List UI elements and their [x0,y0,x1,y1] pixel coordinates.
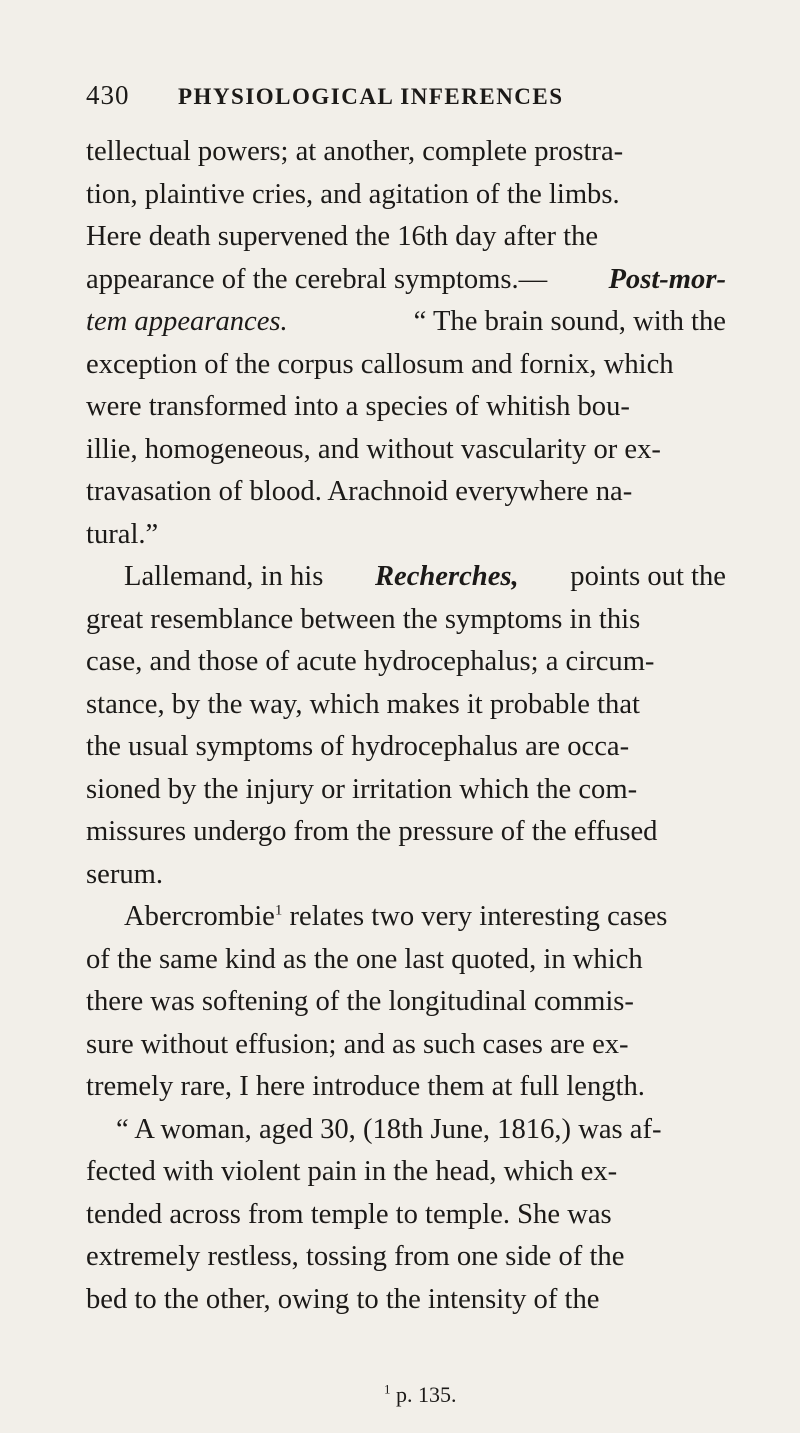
emphasis-text: tem appearances. [86,306,288,337]
text-line: tion, plaintive cries, and agitation of the limbs. [86,178,620,210]
text-line: extremely restless, tossing from one side of the [86,1241,625,1272]
text-line: illie, homogeneous, and without vascularity or ex- [86,433,661,465]
text-line [86,259,726,302]
text-line: tural.” [86,518,159,550]
text-span: appearance of the cerebral symptoms.— [86,263,548,295]
text-span: “ The brain sound, with the [413,306,726,337]
emphasis-text: Post-mor- [608,263,726,295]
page-header [86,80,726,120]
text-line: fected with violent pain in the head, which ex- [86,1156,618,1187]
text-line: Here death supervened the 16th day after the [86,221,599,252]
text-line: bed to the other, owing to the intensity of the [86,1283,600,1315]
text-line: stance, by the way, which makes it probable that [86,688,640,720]
text-line: tremely rare, I here introduce them at full length. [86,1071,645,1102]
footnote [384,1382,457,1408]
text-line: serum. [86,858,164,890]
text-line [86,896,726,939]
footnote-reference: 1 [274,902,283,919]
text-span: points out the [563,561,726,592]
text-span [124,896,667,939]
text-line: there was softening of the longitudinal commis- [86,986,634,1017]
page-number: 430 [86,80,130,110]
text-line: case, and those of acute hydrocephalus; a circum- [86,646,655,677]
body-text [86,131,726,1321]
text-span: Abercrombie [124,901,275,932]
text-line: exception of the corpus callosum and fornix, which [86,348,674,380]
text-line: tellectual powers; at another, complete prostra- [86,136,624,167]
text-line: missures undergo from the pressure of the effused [86,816,658,847]
text-line: great resemblance between the symptoms in this [86,603,641,635]
text-line: of the same kind as the one last quoted, in which [86,943,643,975]
footnote-marker: 1 [384,1381,391,1397]
text-line: “ A woman, aged 30, (18th June, 1816,) was af- [116,1113,662,1145]
text-line: sure without effusion; and as such cases are ex- [86,1028,629,1060]
text-line: travasation of blood. Arachnoid everywhere na- [86,476,633,507]
footnote-text: p. 135. [390,1382,457,1407]
running-head: PHYSIOLOGICAL INFERENCES [178,84,564,109]
text-span: Lallemand, in his [124,561,331,592]
text-span: relates two very interesting cases [282,901,668,932]
text-line [86,301,726,344]
text-line: sioned by the injury or irritation which the com- [86,773,638,805]
text-line: were transformed into a species of whitish bou- [86,391,630,422]
emphasis-text: Recherches, [374,561,519,592]
text-line: tended across from temple to temple. She was [86,1198,612,1230]
text-line [86,556,726,599]
text-line: the usual symptoms of hydrocephalus are occa- [86,731,630,762]
